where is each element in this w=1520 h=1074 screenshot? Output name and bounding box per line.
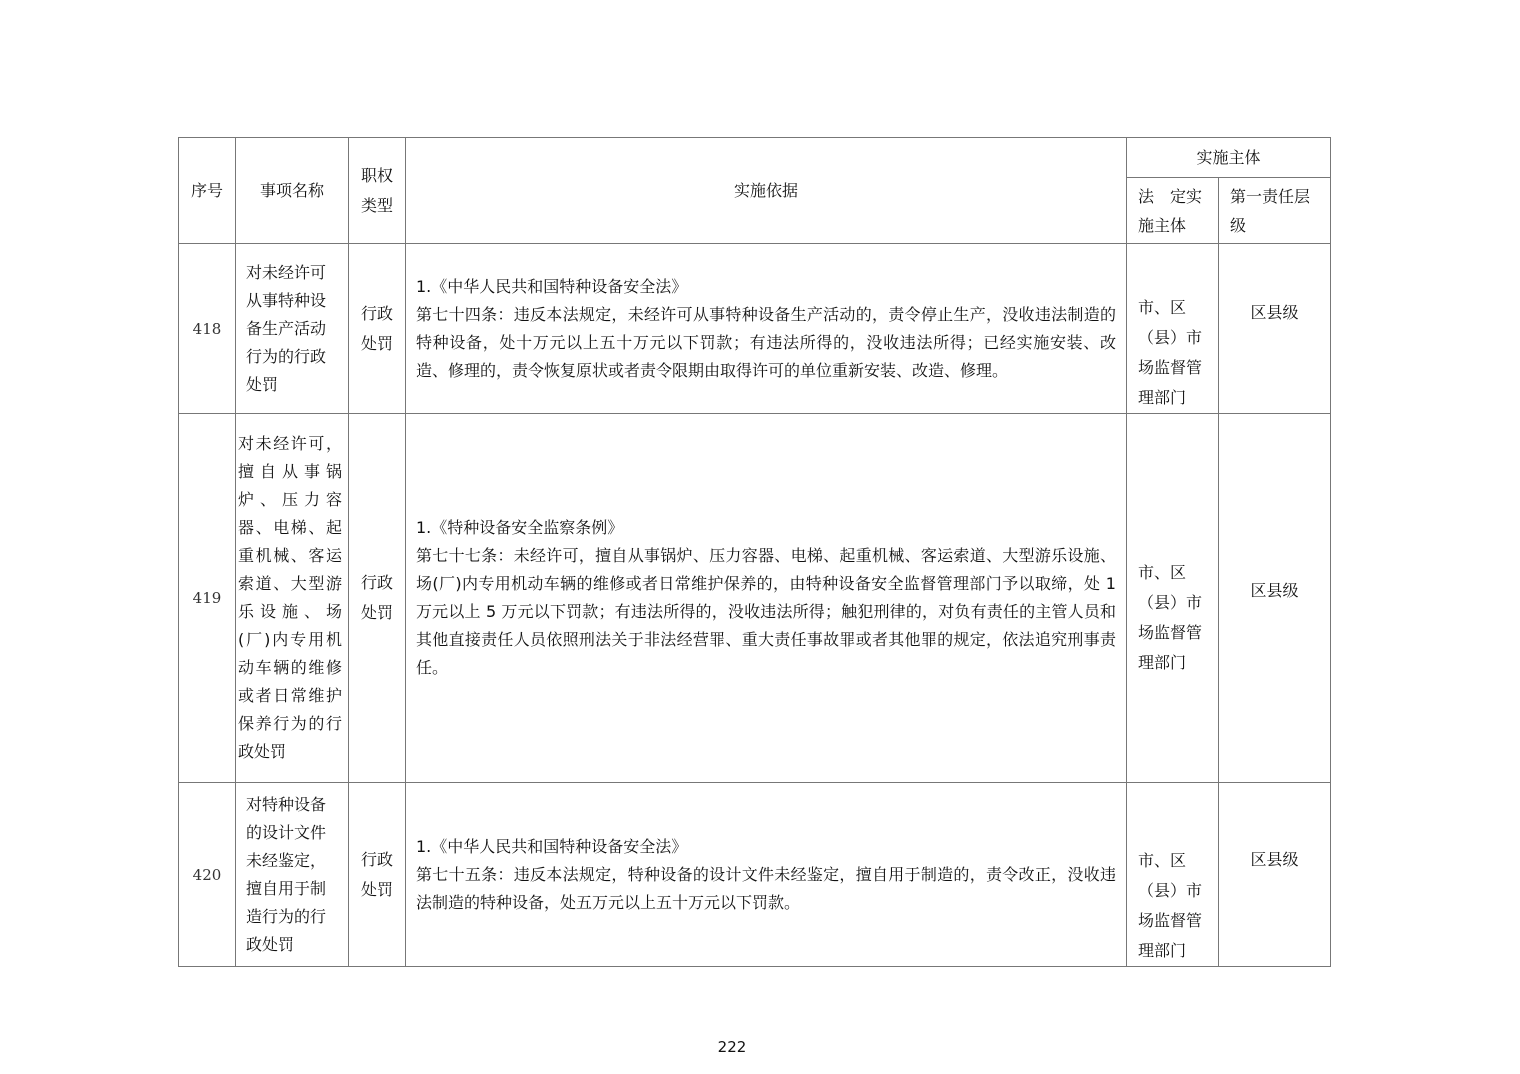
row-basis [406,783,1127,967]
header-seq: 序号 [179,138,236,244]
row-basis [406,414,1127,783]
header-basis: 实施依据 [406,138,1127,244]
row-item-name: 对未经许可从事特种设备生产活动行为的行政处罚 [236,244,349,414]
header-power-type-text: 职权类型 [360,165,393,215]
table-row [179,783,1331,967]
header-first-level-text: 第一责任层级 [1230,186,1311,235]
row-basis-text: 第七十五条：违反本法规定，特种设备的设计文件未经鉴定，擅自用于制造的，责令改正，没收违法制造的特种设备，处五万元以上五十万元以下罚款。 [416,864,1116,912]
row-power-type [349,244,406,414]
row-power-type-text: 行政处罚 [360,849,393,899]
row-basis [406,244,1127,414]
row-basis-text: 第七十四条：违反本法规定，未经许可从事特种设备生产活动的，责令停止生产，没收违法制造的特种设备，处十万元以上五十万元以下罚款；有违法所得的，没收违法所得；已经实施安装、改造、修理的，责令恢复原状或者责令限期由取得许可的单位重新安装、改造、修理。 [416,304,1116,380]
header-legal-subject-text: 法 定实施主体 [1138,186,1203,235]
header-legal-subject [1127,178,1219,244]
row-power-type-text: 行政处罚 [360,303,393,353]
page-number: 222 [717,1038,747,1056]
header-first-level [1219,178,1331,244]
row-seq: 419 [179,414,236,783]
row-power-type-text: 行政处罚 [360,573,393,622]
row-level-text: 区县级 [1250,303,1299,322]
row-item-name: 对特种设备的设计文件未经鉴定，擅自用于制造行为的行政处罚 [236,783,349,967]
row-legal-subject-text: 市、区（县）市场监督管理部门 [1138,851,1203,960]
row-level [1219,244,1331,414]
header-subject: 实施主体 [1127,138,1331,178]
header-item-name: 事项名称 [236,138,349,244]
row-seq: 418 [179,244,236,414]
row-level [1219,414,1331,783]
enforcement-table [178,137,1331,967]
row-legal-subject [1127,244,1219,414]
row-basis-title: 1.《中华人民共和国特种设备安全法》 [416,836,688,856]
row-level [1219,783,1331,967]
row-basis-text: 第七十七条：未经许可，擅自从事锅炉、压力容器、电梯、起重机械、客运索道、大型游乐设施、场(厂)内专用机动车辆的维修或者日常维护保养的，由特种设备安全监督管理部门予以取缔，处 1 万元以上 5 万元以下罚款；有违法所得的，没收违法所得；触犯刑律的，对负有责任的主管人员和其他直接责任人员依照刑法关于非法经营罪、重大责任事故罪或者其他罪的规定，依法追究刑事责任。 [416,546,1116,677]
table-row [179,244,1331,414]
row-power-type [349,783,406,967]
table-row [179,414,1331,783]
row-legal-subject [1127,414,1219,783]
row-item-name: 对未经许可，擅自从事锅炉、压力容器、电梯、起重机械、客运索道、大型游乐设施、场(厂)内专用机动车辆的维修或者日常维护保养行为的行政处罚 [236,414,349,783]
row-legal-subject-text: 市、区（县）市场监督管理部门 [1138,298,1203,407]
header-power-type [349,138,406,244]
row-seq: 420 [179,783,236,967]
row-level-text: 区县级 [1250,581,1299,600]
row-basis-title: 1.《中华人民共和国特种设备安全法》 [416,276,688,296]
row-legal-subject-text: 市、区（县）市场监督管理部门 [1138,563,1203,672]
row-basis-title: 1.《特种设备安全监察条例》 [416,518,624,537]
row-power-type [349,414,406,783]
row-legal-subject [1127,783,1219,967]
row-level-text: 区县级 [1250,850,1299,869]
